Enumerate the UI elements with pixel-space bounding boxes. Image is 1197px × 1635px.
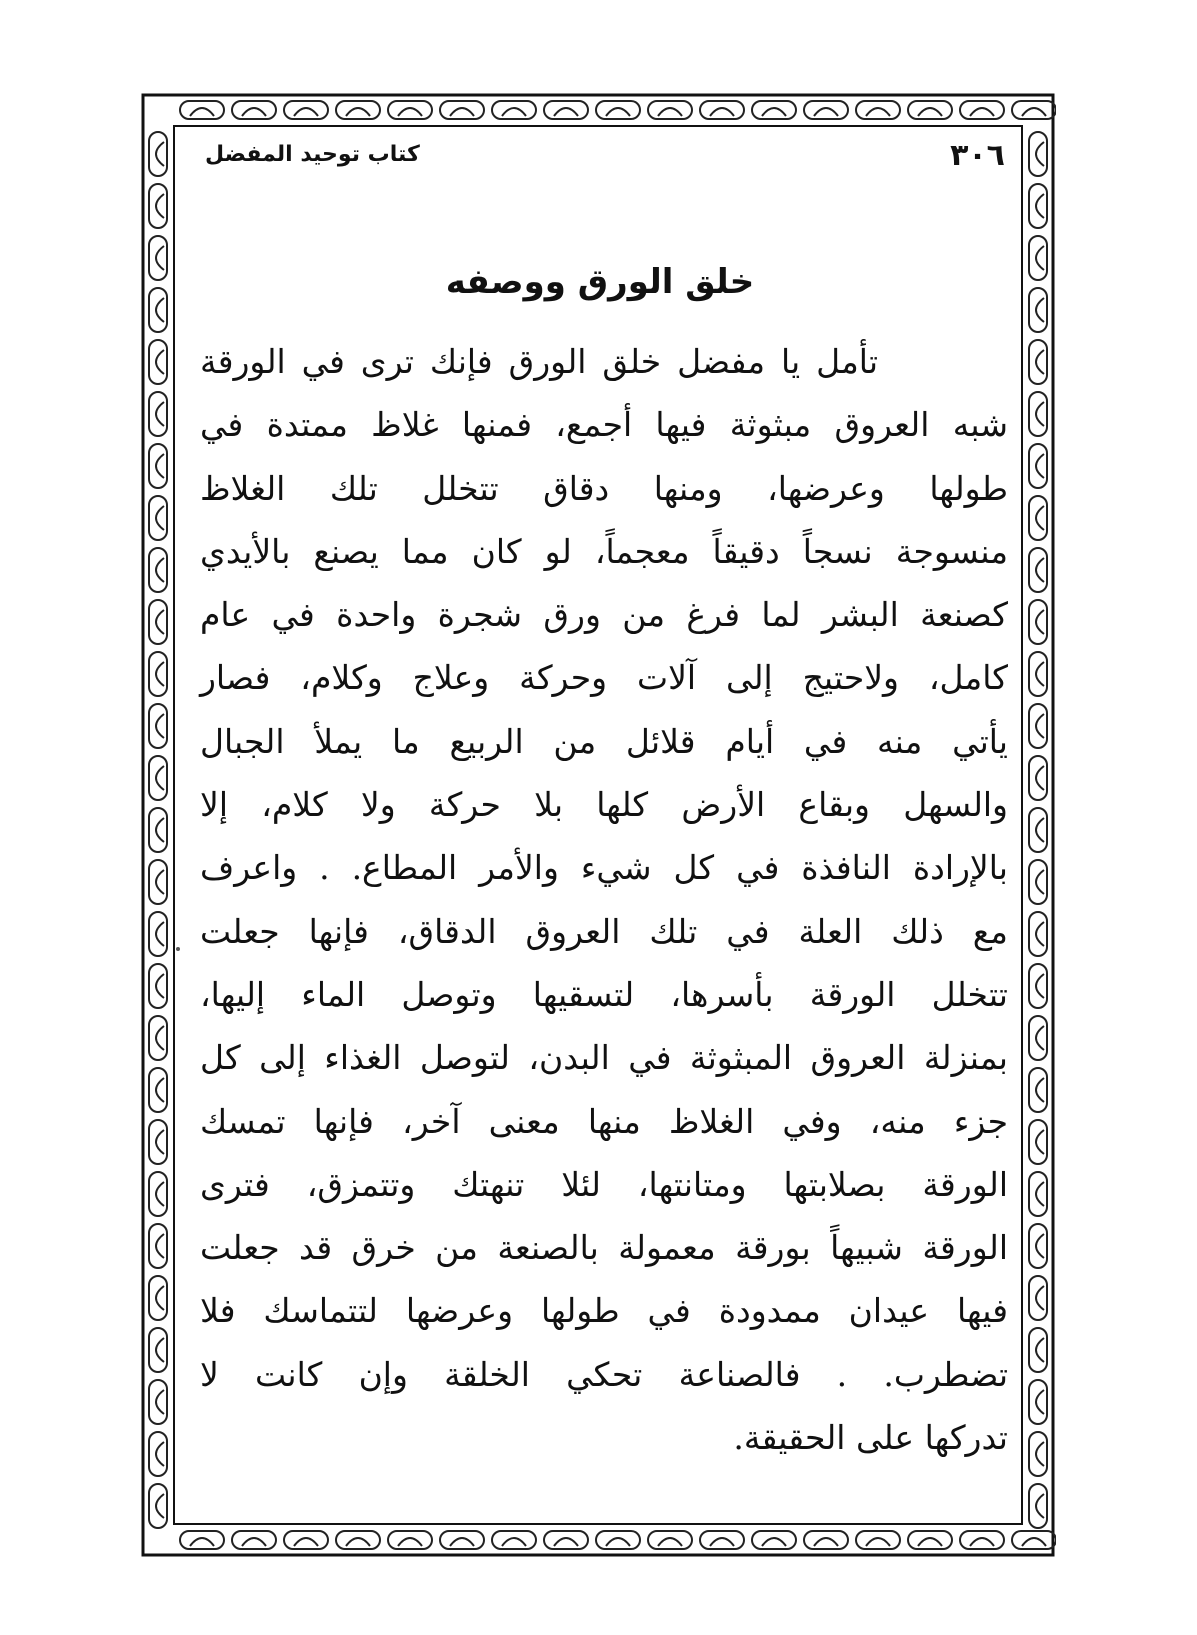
text-line: تضطرب. . فالصناعة تحكي الخلقة وإن كانت لا [200, 1354, 1008, 1394]
text-line: فيها عيدان ممدودة في طولها وعرضها لتتماسك فلا [200, 1291, 1008, 1331]
text-line: تدركها على الحقيقة. [733, 1418, 1008, 1458]
text-line: كامل، ولاحتيج إلى آلات وحركة وعلاج وكلام، فصار [200, 658, 1008, 698]
text-line: كصنعة البشر لما فرغ من ورق شجرة واحدة في عام [200, 595, 1008, 635]
text-line: تتخلل الورقة بأسرها، لتسقيها وتوصل الماء إليها، [200, 974, 1008, 1014]
running-book-title: كتاب توحيد المفضل [205, 142, 420, 167]
section-heading: خلق الورق ووصفه [445, 262, 755, 302]
margin-dot [176, 947, 180, 951]
text-line: يأتي منه في أيام قلائل من الربيع ما يملأ الجبال [200, 721, 1008, 761]
text-line: الورقة شبيهاً بورقة معمولة بالصنعة من خرق قد جعلت [200, 1228, 1008, 1268]
text-line: والسهل وبقاع الأرض كلها بلا حركة ولا كلام، إلا [200, 785, 1008, 825]
text-line: طولها وعرضها، ومنها دقاق تتخلل تلك الغلاظ [200, 468, 1008, 508]
text-line: شبه العروق مبثوثة فيها أجمع، فمنها غلاظ ممتدة في [200, 405, 1008, 445]
text-line: بالإرادة النافذة في كل شيء والأمر المطاع. . واعرف [200, 848, 1008, 888]
page-header [205, 138, 1005, 188]
text-line: مع ذلك العلة في تلك العروق الدقاق، فإنها جعلت [200, 911, 1008, 951]
text-line: بمنزلة العروق المبثوثة في البدن، لتوصل الغذاء إلى كل [200, 1038, 1008, 1078]
body-text [200, 330, 1008, 1469]
text-line: تأمل يا مفضل خلق الورق فإنك ترى في الورقة [200, 342, 878, 381]
text-line: الورقة بصلابتها ومتانتها، لئلا تنهتك وتتمزق، فترى [200, 1164, 1008, 1204]
text-line: منسوجة نسجاً دقيقاً معجماً، لو كان مما يصنع بالأيدي [200, 531, 1008, 571]
text-line: جزء منه، وفي الغلاظ منها معنى آخر، فإنها تمسك [200, 1101, 1008, 1141]
page-number: ٣٠٦ [950, 138, 1005, 173]
